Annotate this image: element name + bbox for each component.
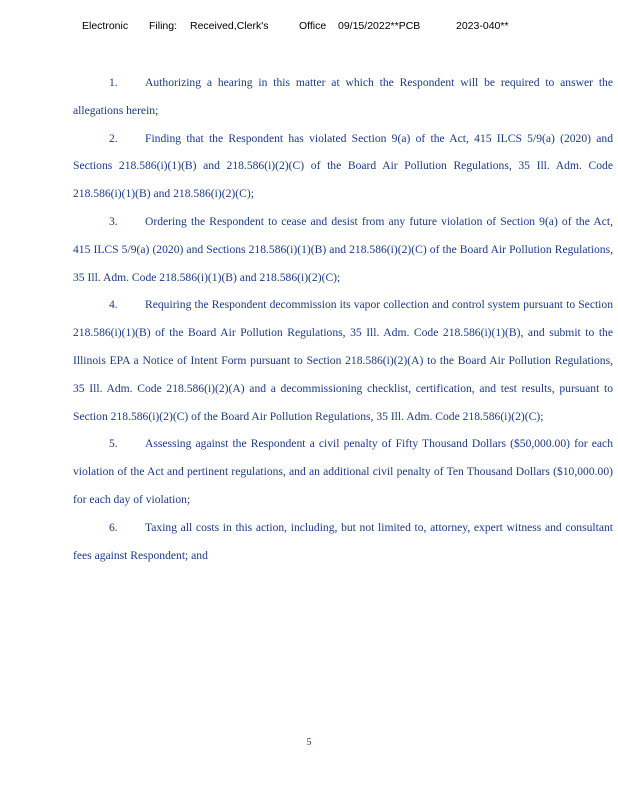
paragraph-text: Authorizing a hearing in this matter at which the Respondent will be required to answer the allegations herein; [73, 76, 613, 117]
paragraph-number: 4. [109, 298, 118, 312]
paragraph-text: Requiring the Respondent decommission its vapor collection and control system pursuant to Section 218.586(i)(1)(B) of the Board Air Pollution Regulations, 35 Ill. Adm. Code 218.586(i)(1)(B), and submit to the Illinois EPA a Notice of Intent Form pursuant to Section 218.586(i)(2)(A) to the Board Air Pollution Regulations, 35 Ill. Adm. Code 218.586(i)(2)(A) and a decommissioning checklist, certification, and test results, pursuant to Section 218.586(i)(2)(C) of the Board Air Pollution Regulations, 35 Ill. Adm. Code 218.586(i)(2)(C); [73, 298, 613, 423]
page-number: 5 [306, 737, 312, 748]
filing-header [0, 20, 618, 36]
header-received: Received,Clerk's [190, 20, 269, 32]
paragraph-4 [73, 291, 613, 430]
header-case-number: 2023-040** [456, 20, 509, 32]
paragraph-3 [73, 208, 613, 291]
paragraph-5 [73, 430, 613, 513]
header-office: Office [299, 20, 327, 32]
paragraph-2 [73, 125, 613, 208]
paragraph-6 [73, 514, 613, 570]
paragraph-number: 5. [109, 437, 118, 451]
paragraph-text: Taxing all costs in this action, including, but not limited to, attorney, expert witness and consultant fees against Respondent; and [73, 520, 613, 562]
document-body [73, 69, 613, 569]
paragraph-number: 1. [109, 76, 118, 89]
header-date: 09/15/2022**PCB [338, 20, 421, 32]
header-filing: Filing: [149, 20, 178, 32]
paragraph-text: Finding that the Respondent has violated Section 9(a) of the Act, 415 ILCS 5/9(a) (2020) and Sections 218.586(i)(1)(B) and 218.586(i)(2)(C) of the Board Air Pollution Regulations, 35 Ill. Adm. Code 218.586(i)(1)(B) and 218.586(i)(2)(C); [73, 131, 613, 201]
paragraph-number: 6. [109, 520, 118, 534]
paragraph-number: 3. [109, 214, 118, 228]
paragraph-text: Assessing against the Respondent a civil penalty of Fifty Thousand Dollars ($50,000.00) for each violation of the Act and pertinent regulations, and an additional civil penalty of Ten Thousand Dollars ($10,000.00) for each day of violation; [73, 437, 613, 506]
paragraph-1 [73, 69, 613, 125]
header-electronic: Electronic [82, 20, 129, 32]
paragraph-text: Ordering the Respondent to cease and desist from any future violation of Section 9(a) of the Act, 415 ILCS 5/9(a) (2020) and Sections 218.586(i)(1)(B) and 218.586(i)(2)(C) of the Board Air Pollution Regulations, 35 Ill. Adm. Code 218.586(i)(1)(B) and 218.586(i)(2)(C); [73, 214, 613, 284]
paragraph-number: 2. [109, 131, 118, 145]
